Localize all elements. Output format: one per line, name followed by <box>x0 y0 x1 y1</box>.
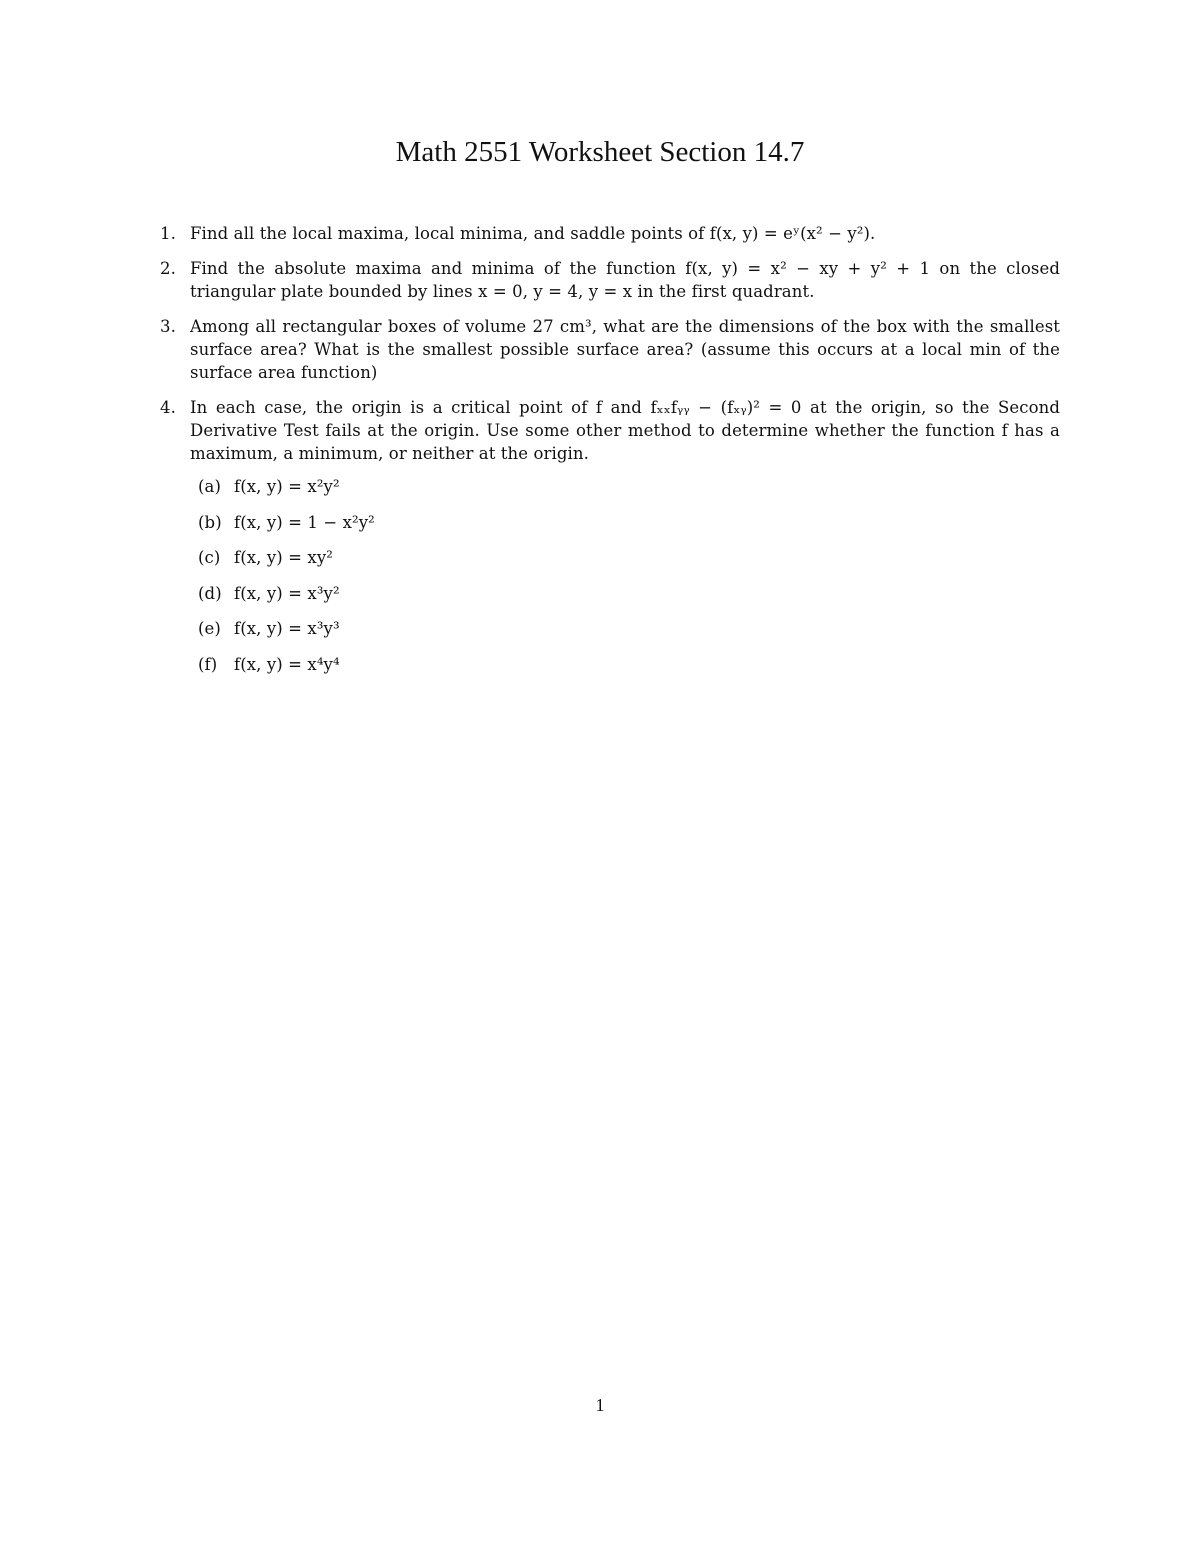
subproblem-expression: f(x, y) = x³y² <box>234 583 340 603</box>
problem-4 <box>160 396 1060 688</box>
page-number: 1 <box>595 1395 605 1415</box>
subproblem-list <box>190 475 1060 688</box>
subproblem-expression: f(x, y) = x³y³ <box>234 619 340 638</box>
subproblem-letter: (b) <box>198 512 222 532</box>
subproblem-f <box>190 653 1060 689</box>
problem-number: 2. <box>160 259 176 278</box>
subproblem-letter: (e) <box>198 619 221 638</box>
problem-1 <box>160 222 1060 245</box>
subproblem-letter: (c) <box>198 548 221 567</box>
problem-3 <box>160 315 1060 384</box>
problem-text: Find the absolute maxima and minima of the function f(x, y) = x² − xy + y² + 1 on the closed triangular plate bounded by lines x = 0, y = 4, y = x in the first quadrant. <box>190 259 1060 301</box>
subproblem-c <box>190 546 1060 582</box>
problem-number: 3. <box>160 317 176 336</box>
problem-text: Find all the local maxima, local minima, and saddle points of f(x, y) = eʸ(x² − y²). <box>190 224 876 243</box>
subproblem-d <box>190 582 1060 618</box>
subproblem-letter: (f) <box>198 654 218 674</box>
subproblem-expression: f(x, y) = x⁴y⁴ <box>234 654 340 674</box>
subproblem-a <box>190 475 1060 511</box>
problem-number: 1. <box>160 224 176 243</box>
problem-list <box>160 222 1060 700</box>
problem-text: In each case, the origin is a critical point of f and fₓₓfᵧᵧ − (fₓᵧ)² = 0 at the origin, so the Second Derivative Test fails at the origin. Use some other method to determine whether the function f has a maximum, a minimum, or neither at the origin. <box>190 398 1060 463</box>
subproblem-e <box>190 617 1060 653</box>
subproblem-b <box>190 511 1060 547</box>
problem-2 <box>160 257 1060 303</box>
subproblem-letter: (d) <box>198 583 222 603</box>
problem-text: Among all rectangular boxes of volume 27 cm³, what are the dimensions of the box with the smallest surface area? What is the smallest possible surface area? (assume this occurs at a local min of the surface area function) <box>190 317 1060 382</box>
subproblem-expression: f(x, y) = xy² <box>234 548 333 567</box>
page-title: Math 2551 Worksheet Section 14.7 <box>395 136 805 168</box>
problem-number: 4. <box>160 398 176 417</box>
subproblem-letter: (a) <box>198 477 222 496</box>
subproblem-expression: f(x, y) = 1 − x²y² <box>234 512 375 532</box>
subproblem-expression: f(x, y) = x²y² <box>234 477 340 496</box>
